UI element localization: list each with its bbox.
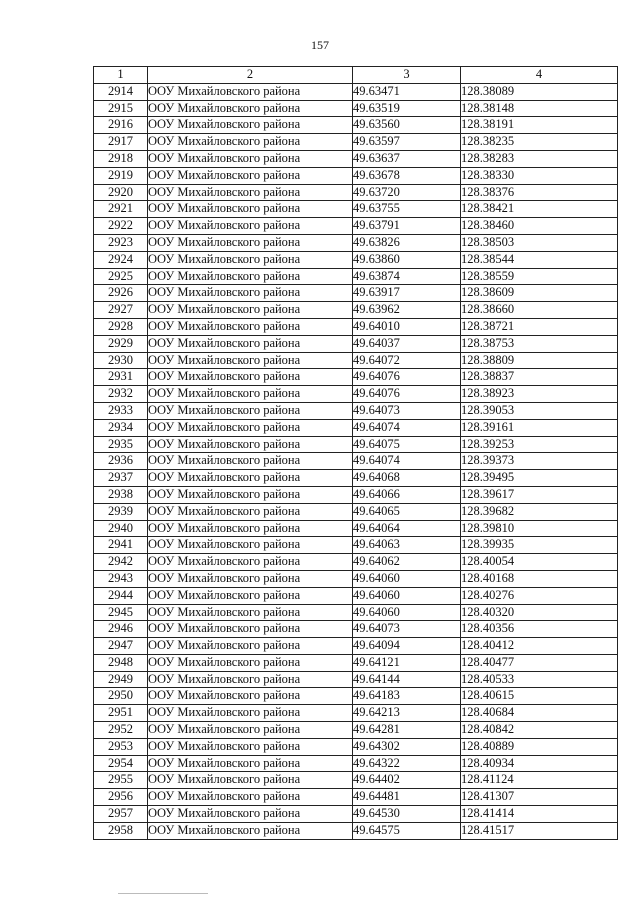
latitude-cell: 49.64060 bbox=[353, 604, 461, 621]
table-row bbox=[94, 167, 618, 184]
table-row bbox=[94, 453, 618, 470]
latitude-cell: 49.64064 bbox=[353, 520, 461, 537]
district-cell: ООУ Михайловского района bbox=[148, 789, 353, 806]
longitude-cell: 128.40054 bbox=[461, 554, 618, 571]
longitude-cell: 128.38283 bbox=[461, 150, 618, 167]
longitude-cell: 128.38376 bbox=[461, 184, 618, 201]
district-cell: ООУ Михайловского района bbox=[148, 402, 353, 419]
district-cell: ООУ Михайловского района bbox=[148, 806, 353, 823]
district-cell: ООУ Михайловского района bbox=[148, 470, 353, 487]
longitude-cell: 128.41517 bbox=[461, 822, 618, 839]
table-row bbox=[94, 386, 618, 403]
table-row bbox=[94, 755, 618, 772]
row-number-cell: 2922 bbox=[94, 218, 148, 235]
longitude-cell: 128.38460 bbox=[461, 218, 618, 235]
table-row bbox=[94, 318, 618, 335]
longitude-cell: 128.40320 bbox=[461, 604, 618, 621]
latitude-cell: 49.64074 bbox=[353, 453, 461, 470]
longitude-cell: 128.38559 bbox=[461, 268, 618, 285]
row-number-cell: 2956 bbox=[94, 789, 148, 806]
latitude-cell: 49.64094 bbox=[353, 638, 461, 655]
longitude-cell: 128.38503 bbox=[461, 234, 618, 251]
table-row bbox=[94, 554, 618, 571]
row-number-cell: 2950 bbox=[94, 688, 148, 705]
row-number-cell: 2957 bbox=[94, 806, 148, 823]
column-header-1: 1 bbox=[94, 67, 148, 84]
district-cell: ООУ Михайловского района bbox=[148, 218, 353, 235]
longitude-cell: 128.41307 bbox=[461, 789, 618, 806]
longitude-cell: 128.38923 bbox=[461, 386, 618, 403]
longitude-cell: 128.39253 bbox=[461, 436, 618, 453]
latitude-cell: 49.64075 bbox=[353, 436, 461, 453]
district-cell: ООУ Михайловского района bbox=[148, 537, 353, 554]
row-number-cell: 2914 bbox=[94, 83, 148, 100]
district-cell: ООУ Михайловского района bbox=[148, 234, 353, 251]
row-number-cell: 2933 bbox=[94, 402, 148, 419]
longitude-cell: 128.38330 bbox=[461, 167, 618, 184]
district-cell: ООУ Михайловского района bbox=[148, 167, 353, 184]
latitude-cell: 49.63917 bbox=[353, 285, 461, 302]
latitude-cell: 49.64076 bbox=[353, 369, 461, 386]
district-cell: ООУ Михайловского района bbox=[148, 268, 353, 285]
latitude-cell: 49.64060 bbox=[353, 570, 461, 587]
longitude-cell: 128.40684 bbox=[461, 705, 618, 722]
table-row bbox=[94, 419, 618, 436]
table-row bbox=[94, 621, 618, 638]
row-number-cell: 2946 bbox=[94, 621, 148, 638]
table-row bbox=[94, 638, 618, 655]
row-number-cell: 2919 bbox=[94, 167, 148, 184]
district-cell: ООУ Михайловского района bbox=[148, 755, 353, 772]
longitude-cell: 128.40276 bbox=[461, 587, 618, 604]
longitude-cell: 128.39935 bbox=[461, 537, 618, 554]
district-cell: ООУ Михайловского района bbox=[148, 117, 353, 134]
row-number-cell: 2949 bbox=[94, 671, 148, 688]
latitude-cell: 49.63637 bbox=[353, 150, 461, 167]
table-row bbox=[94, 654, 618, 671]
row-number-cell: 2938 bbox=[94, 486, 148, 503]
longitude-cell: 128.39161 bbox=[461, 419, 618, 436]
latitude-cell: 49.64062 bbox=[353, 554, 461, 571]
table-row bbox=[94, 201, 618, 218]
latitude-cell: 49.64183 bbox=[353, 688, 461, 705]
latitude-cell: 49.64065 bbox=[353, 503, 461, 520]
latitude-cell: 49.63962 bbox=[353, 302, 461, 319]
latitude-cell: 49.64213 bbox=[353, 705, 461, 722]
scan-artifact-line bbox=[118, 893, 208, 895]
table-row bbox=[94, 772, 618, 789]
district-cell: ООУ Михайловского района bbox=[148, 520, 353, 537]
table-row bbox=[94, 302, 618, 319]
latitude-cell: 49.63519 bbox=[353, 100, 461, 117]
table-row bbox=[94, 688, 618, 705]
column-header-4: 4 bbox=[461, 67, 618, 84]
latitude-cell: 49.64068 bbox=[353, 470, 461, 487]
table-row bbox=[94, 604, 618, 621]
longitude-cell: 128.40889 bbox=[461, 738, 618, 755]
district-cell: ООУ Михайловского района bbox=[148, 688, 353, 705]
row-number-cell: 2952 bbox=[94, 722, 148, 739]
district-cell: ООУ Михайловского района bbox=[148, 638, 353, 655]
district-cell: ООУ Михайловского района bbox=[148, 738, 353, 755]
longitude-cell: 128.39053 bbox=[461, 402, 618, 419]
latitude-cell: 49.63791 bbox=[353, 218, 461, 235]
coordinates-table bbox=[93, 66, 618, 840]
latitude-cell: 49.64060 bbox=[353, 587, 461, 604]
longitude-cell: 128.39682 bbox=[461, 503, 618, 520]
longitude-cell: 128.38235 bbox=[461, 134, 618, 151]
table-row bbox=[94, 402, 618, 419]
district-cell: ООУ Михайловского района bbox=[148, 150, 353, 167]
longitude-cell: 128.38089 bbox=[461, 83, 618, 100]
district-cell: ООУ Михайловского района bbox=[148, 335, 353, 352]
row-number-cell: 2923 bbox=[94, 234, 148, 251]
latitude-cell: 49.63826 bbox=[353, 234, 461, 251]
row-number-cell: 2942 bbox=[94, 554, 148, 571]
row-number-cell: 2934 bbox=[94, 419, 148, 436]
latitude-cell: 49.64575 bbox=[353, 822, 461, 839]
longitude-cell: 128.40477 bbox=[461, 654, 618, 671]
district-cell: ООУ Михайловского района bbox=[148, 100, 353, 117]
row-number-cell: 2935 bbox=[94, 436, 148, 453]
row-number-cell: 2953 bbox=[94, 738, 148, 755]
longitude-cell: 128.38809 bbox=[461, 352, 618, 369]
row-number-cell: 2929 bbox=[94, 335, 148, 352]
table-row bbox=[94, 83, 618, 100]
row-number-cell: 2947 bbox=[94, 638, 148, 655]
table-row bbox=[94, 789, 618, 806]
latitude-cell: 49.64121 bbox=[353, 654, 461, 671]
longitude-cell: 128.39495 bbox=[461, 470, 618, 487]
longitude-cell: 128.38721 bbox=[461, 318, 618, 335]
table-row bbox=[94, 806, 618, 823]
district-cell: ООУ Михайловского района bbox=[148, 352, 353, 369]
table-row bbox=[94, 117, 618, 134]
row-number-cell: 2916 bbox=[94, 117, 148, 134]
longitude-cell: 128.39373 bbox=[461, 453, 618, 470]
latitude-cell: 49.64281 bbox=[353, 722, 461, 739]
row-number-cell: 2931 bbox=[94, 369, 148, 386]
row-number-cell: 2928 bbox=[94, 318, 148, 335]
row-number-cell: 2955 bbox=[94, 772, 148, 789]
district-cell: ООУ Михайловского района bbox=[148, 386, 353, 403]
table-row bbox=[94, 150, 618, 167]
table-header-row bbox=[94, 67, 618, 84]
district-cell: ООУ Михайловского района bbox=[148, 419, 353, 436]
longitude-cell: 128.38660 bbox=[461, 302, 618, 319]
table-row bbox=[94, 470, 618, 487]
row-number-cell: 2932 bbox=[94, 386, 148, 403]
row-number-cell: 2924 bbox=[94, 251, 148, 268]
table-row bbox=[94, 436, 618, 453]
row-number-cell: 2925 bbox=[94, 268, 148, 285]
longitude-cell: 128.40168 bbox=[461, 570, 618, 587]
table-row bbox=[94, 503, 618, 520]
page-number: 157 bbox=[311, 38, 329, 52]
longitude-cell: 128.40934 bbox=[461, 755, 618, 772]
latitude-cell: 49.64073 bbox=[353, 621, 461, 638]
longitude-cell: 128.41124 bbox=[461, 772, 618, 789]
district-cell: ООУ Михайловского района bbox=[148, 285, 353, 302]
longitude-cell: 128.38609 bbox=[461, 285, 618, 302]
district-cell: ООУ Михайловского района bbox=[148, 587, 353, 604]
longitude-cell: 128.38753 bbox=[461, 335, 618, 352]
longitude-cell: 128.40412 bbox=[461, 638, 618, 655]
row-number-cell: 2940 bbox=[94, 520, 148, 537]
latitude-cell: 49.64010 bbox=[353, 318, 461, 335]
table-row bbox=[94, 369, 618, 386]
latitude-cell: 49.64530 bbox=[353, 806, 461, 823]
longitude-cell: 128.38544 bbox=[461, 251, 618, 268]
district-cell: ООУ Михайловского района bbox=[148, 184, 353, 201]
district-cell: ООУ Михайловского района bbox=[148, 671, 353, 688]
table-row bbox=[94, 100, 618, 117]
table-row bbox=[94, 251, 618, 268]
district-cell: ООУ Михайловского района bbox=[148, 318, 353, 335]
table-row bbox=[94, 570, 618, 587]
district-cell: ООУ Михайловского района bbox=[148, 604, 353, 621]
district-cell: ООУ Михайловского района bbox=[148, 486, 353, 503]
latitude-cell: 49.63560 bbox=[353, 117, 461, 134]
district-cell: ООУ Михайловского района bbox=[148, 302, 353, 319]
row-number-cell: 2926 bbox=[94, 285, 148, 302]
latitude-cell: 49.63471 bbox=[353, 83, 461, 100]
district-cell: ООУ Михайловского района bbox=[148, 654, 353, 671]
latitude-cell: 49.64074 bbox=[353, 419, 461, 436]
table-row bbox=[94, 520, 618, 537]
district-cell: ООУ Михайловского района bbox=[148, 369, 353, 386]
district-cell: ООУ Михайловского района bbox=[148, 134, 353, 151]
longitude-cell: 128.38421 bbox=[461, 201, 618, 218]
row-number-cell: 2917 bbox=[94, 134, 148, 151]
latitude-cell: 49.64072 bbox=[353, 352, 461, 369]
district-cell: ООУ Михайловского района bbox=[148, 705, 353, 722]
table-row bbox=[94, 134, 618, 151]
table-row bbox=[94, 218, 618, 235]
table-row bbox=[94, 587, 618, 604]
latitude-cell: 49.63860 bbox=[353, 251, 461, 268]
row-number-cell: 2958 bbox=[94, 822, 148, 839]
table-row bbox=[94, 722, 618, 739]
table-row bbox=[94, 822, 618, 839]
table-row bbox=[94, 234, 618, 251]
district-cell: ООУ Михайловского района bbox=[148, 772, 353, 789]
row-number-cell: 2941 bbox=[94, 537, 148, 554]
row-number-cell: 2954 bbox=[94, 755, 148, 772]
longitude-cell: 128.40842 bbox=[461, 722, 618, 739]
column-header-3: 3 bbox=[353, 67, 461, 84]
table-body bbox=[94, 83, 618, 839]
row-number-cell: 2920 bbox=[94, 184, 148, 201]
row-number-cell: 2951 bbox=[94, 705, 148, 722]
latitude-cell: 49.64066 bbox=[353, 486, 461, 503]
district-cell: ООУ Михайловского района bbox=[148, 436, 353, 453]
longitude-cell: 128.40533 bbox=[461, 671, 618, 688]
longitude-cell: 128.40356 bbox=[461, 621, 618, 638]
district-cell: ООУ Михайловского района bbox=[148, 201, 353, 218]
row-number-cell: 2927 bbox=[94, 302, 148, 319]
row-number-cell: 2939 bbox=[94, 503, 148, 520]
latitude-cell: 49.63678 bbox=[353, 167, 461, 184]
table-row bbox=[94, 738, 618, 755]
district-cell: ООУ Михайловского района bbox=[148, 822, 353, 839]
latitude-cell: 49.64037 bbox=[353, 335, 461, 352]
table-row bbox=[94, 671, 618, 688]
latitude-cell: 49.64073 bbox=[353, 402, 461, 419]
row-number-cell: 2918 bbox=[94, 150, 148, 167]
longitude-cell: 128.39617 bbox=[461, 486, 618, 503]
table-row bbox=[94, 486, 618, 503]
district-cell: ООУ Михайловского района bbox=[148, 621, 353, 638]
row-number-cell: 2948 bbox=[94, 654, 148, 671]
latitude-cell: 49.64481 bbox=[353, 789, 461, 806]
district-cell: ООУ Михайловского района bbox=[148, 722, 353, 739]
latitude-cell: 49.63597 bbox=[353, 134, 461, 151]
table-row bbox=[94, 705, 618, 722]
table-row bbox=[94, 537, 618, 554]
longitude-cell: 128.40615 bbox=[461, 688, 618, 705]
table-row bbox=[94, 285, 618, 302]
table-row bbox=[94, 184, 618, 201]
district-cell: ООУ Михайловского района bbox=[148, 554, 353, 571]
district-cell: ООУ Михайловского района bbox=[148, 453, 353, 470]
longitude-cell: 128.38191 bbox=[461, 117, 618, 134]
longitude-cell: 128.41414 bbox=[461, 806, 618, 823]
column-header-2: 2 bbox=[148, 67, 353, 84]
latitude-cell: 49.64402 bbox=[353, 772, 461, 789]
latitude-cell: 49.63874 bbox=[353, 268, 461, 285]
district-cell: ООУ Михайловского района bbox=[148, 251, 353, 268]
row-number-cell: 2943 bbox=[94, 570, 148, 587]
district-cell: ООУ Михайловского района bbox=[148, 570, 353, 587]
row-number-cell: 2945 bbox=[94, 604, 148, 621]
row-number-cell: 2915 bbox=[94, 100, 148, 117]
latitude-cell: 49.64302 bbox=[353, 738, 461, 755]
longitude-cell: 128.39810 bbox=[461, 520, 618, 537]
district-cell: ООУ Михайловского района bbox=[148, 503, 353, 520]
longitude-cell: 128.38148 bbox=[461, 100, 618, 117]
district-cell: ООУ Михайловского района bbox=[148, 83, 353, 100]
longitude-cell: 128.38837 bbox=[461, 369, 618, 386]
latitude-cell: 49.64144 bbox=[353, 671, 461, 688]
table-row bbox=[94, 335, 618, 352]
latitude-cell: 49.64063 bbox=[353, 537, 461, 554]
table-row bbox=[94, 268, 618, 285]
row-number-cell: 2921 bbox=[94, 201, 148, 218]
table-row bbox=[94, 352, 618, 369]
latitude-cell: 49.63755 bbox=[353, 201, 461, 218]
row-number-cell: 2930 bbox=[94, 352, 148, 369]
row-number-cell: 2944 bbox=[94, 587, 148, 604]
latitude-cell: 49.64322 bbox=[353, 755, 461, 772]
row-number-cell: 2936 bbox=[94, 453, 148, 470]
latitude-cell: 49.63720 bbox=[353, 184, 461, 201]
row-number-cell: 2937 bbox=[94, 470, 148, 487]
latitude-cell: 49.64076 bbox=[353, 386, 461, 403]
